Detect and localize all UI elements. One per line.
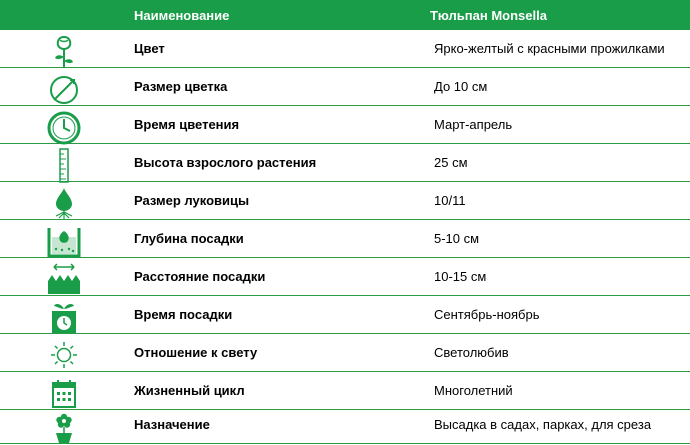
row-name: Цвет bbox=[134, 41, 165, 56]
table-row bbox=[0, 182, 690, 220]
row-name: Расстояние посадки bbox=[134, 269, 266, 284]
row-name: Время цветения bbox=[134, 117, 240, 132]
row-value: 10/11 bbox=[434, 193, 466, 208]
row-value: Светолюбив bbox=[434, 345, 509, 360]
planting-time-icon bbox=[44, 299, 84, 335]
row-name: Размер луковицы bbox=[134, 193, 250, 208]
table-row bbox=[0, 406, 690, 444]
header-value-column: Тюльпан Monsella bbox=[430, 8, 547, 23]
row-value: Ярко-желтый с красными прожилками bbox=[434, 41, 665, 56]
flower-size-icon bbox=[44, 71, 84, 107]
row-name: Время посадки bbox=[134, 307, 233, 322]
row-name: Размер цветка bbox=[134, 79, 228, 94]
row-name: Глубина посадки bbox=[134, 231, 244, 246]
row-name: Назначение bbox=[134, 417, 210, 432]
bulb-icon bbox=[44, 185, 84, 221]
ruler-icon bbox=[44, 147, 84, 183]
row-name: Отношение к свету bbox=[134, 345, 258, 360]
clock-icon bbox=[44, 109, 84, 145]
table-row bbox=[0, 372, 690, 410]
row-name: Высота взрослого растения bbox=[134, 155, 317, 170]
planting-distance-icon bbox=[44, 261, 84, 297]
table-row bbox=[0, 106, 690, 144]
row-value: 5-10 см bbox=[434, 231, 480, 246]
table-row bbox=[0, 144, 690, 182]
table-row bbox=[0, 68, 690, 106]
row-value: Сентябрь-ноябрь bbox=[434, 307, 540, 322]
row-value: 25 см bbox=[434, 155, 468, 170]
row-value: 10-15 см bbox=[434, 269, 487, 284]
table-row bbox=[0, 334, 690, 372]
table-header bbox=[0, 0, 690, 30]
row-value: Март-апрель bbox=[434, 117, 513, 132]
table-row bbox=[0, 220, 690, 258]
sun-icon bbox=[44, 337, 84, 373]
row-value: Многолетний bbox=[434, 383, 513, 398]
rose-icon bbox=[44, 33, 84, 69]
flowerpot-icon bbox=[44, 409, 84, 445]
row-value: Высадка в садах, парках, для среза bbox=[434, 417, 652, 432]
table-row bbox=[0, 296, 690, 334]
row-name: Жизненный цикл bbox=[134, 383, 245, 398]
table-row bbox=[0, 30, 690, 68]
row-value: До 10 см bbox=[434, 79, 488, 94]
table-row bbox=[0, 258, 690, 296]
planting-depth-icon bbox=[44, 223, 84, 259]
header-name-column: Наименование bbox=[134, 8, 230, 23]
